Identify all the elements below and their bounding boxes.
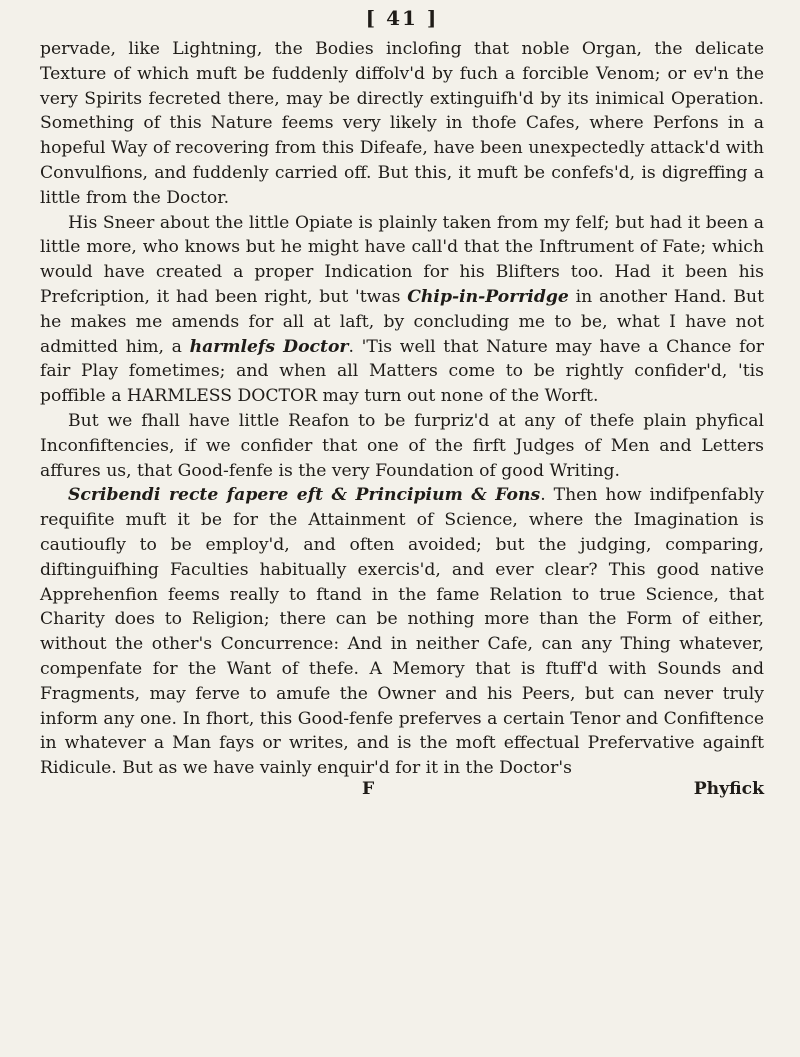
text-run: . Then how indifpenfably requifite muft it be for the Attainment of Science, where the Imagination is cautioufly to be employ'd, and often avoided; but the judging, comparing, diftinguifhing Faculties habitually exercis'd, and ever clear? This good native Apprehenfion feems really to ftand in the fame Relation to true Science, that Charity does to Religion; there can be nothing more than the Form of either, without the other's Concurrence: And in neither Cafe, can any Thing whatever, compenfate for the Want of thefe. A Memory that is ftuff'd with Sounds and Fragments, may ferve to amufe the Owner and his Peers, but can never truly inform any one. In fhort, this Good-fenfe preferves a certain Tenor and Confiftence in whatever a Man fays or writes, and is the moft effectual Prefervative againft Ridicule. But as we have vainly enquir'd for it in the Doctor's <box>40 485 764 779</box>
italic-phrase: harmlefs Doctor <box>189 336 349 357</box>
paragraph <box>40 483 764 781</box>
paragraph <box>40 211 764 409</box>
text-run: His Sneer about the little Opiate is plainly taken from my felf; but had it been a little more, who knows but he might have call'd that the Inftrument of Fate; which would have created a proper Indication for his Blifters too. Had it been his Prefcription, it had been right, but 'twas <box>40 212 764 307</box>
text-run: But we fhall have little Reafon to be furpriz'd at any of thefe plain phyfical Inconfiftencies, if we confider that one of the firft Judges of Men and Letters affures us, that Good-fenfe is the very Foundation of good Writing. <box>40 410 764 481</box>
italic-phrase: Scribendi recte fapere eft & Principium & Fons <box>68 485 541 506</box>
paragraph <box>40 409 764 483</box>
italic-phrase: Chip-in-Porridge <box>407 286 569 307</box>
text-run: . 'Tis well that Nature may have a Chance for fair Play fometimes; and when all Matters come to be rightly confider'd, 'tis poffible a HARMLESS DOCTOR may turn out none of the Worft. <box>40 336 765 407</box>
body-text <box>40 37 764 781</box>
signature-mark: F <box>362 778 375 799</box>
page-number: [ 41 ] <box>365 6 439 30</box>
page-footer <box>40 779 764 799</box>
paragraph <box>40 37 764 211</box>
text-run: in another Hand. But he makes me amends for all at laft, by concluding me to be, what I have not admitted him, a <box>40 286 764 357</box>
catchword: Phyfick <box>693 778 764 799</box>
text-run: pervade, like Lightning, the Bodies inclofing that noble Organ, the delicate Texture of which muft be fuddenly diffolv'd by fuch a forcible Venom; or ev'n the very Spirits fecreted there, may be directly extinguifh'd by its inimical Operation. Something of this Nature feems very likely in thofe Cafes, where Perfons in a hopeful Way of recovering from this Difeafe, have been unexpectedly attack'd with Convulfions, and fuddenly carried off. But this, it muft be confefs'd, is digreffing a little from the Doctor. <box>40 39 764 208</box>
